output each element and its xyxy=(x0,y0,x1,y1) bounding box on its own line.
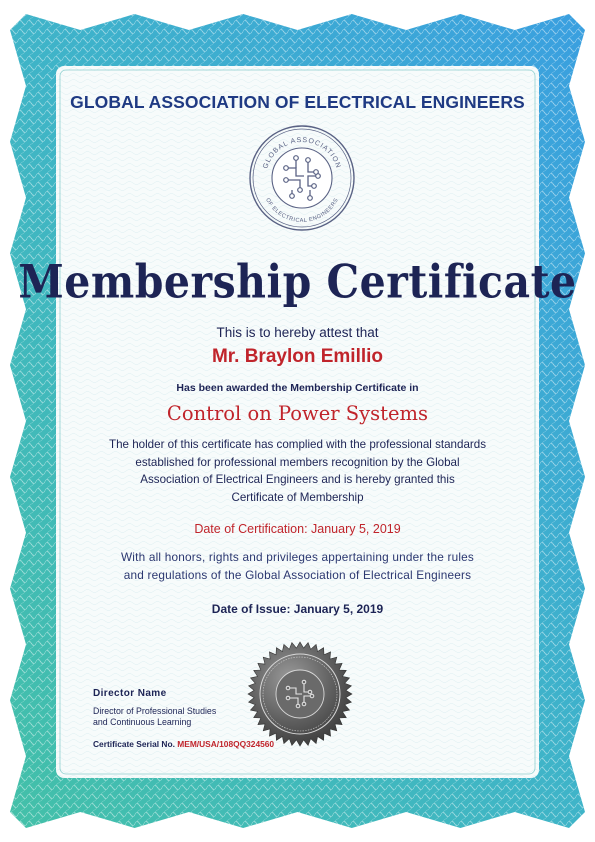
serial-value: MEM/USA/108QQ324560 xyxy=(177,739,275,749)
honors-text xyxy=(0,549,595,584)
serial-label: Certificate Serial No. xyxy=(93,739,175,749)
program-name: Control on Power Systems xyxy=(166,402,429,425)
certificate-body xyxy=(0,436,595,506)
director-name: Director Name xyxy=(93,688,167,699)
body-line: Certificate of Membership xyxy=(231,490,364,504)
director-title xyxy=(93,706,216,728)
certificate-title: Membership Certificate xyxy=(18,255,577,309)
director-title-line: and Continuous Learning xyxy=(93,717,192,727)
body-line: The holder of this certificate has complied with the professional standards xyxy=(109,438,486,451)
awarded-text: Has been awarded the Membership Certificate in xyxy=(176,382,419,394)
body-line: established for professional members recognition by the Global xyxy=(135,455,460,469)
honors-line: With all honors, rights and privileges appertaining under the rules xyxy=(120,550,475,564)
director-title-line: Director of Professional Studies xyxy=(93,706,217,716)
attest-text: This is to hereby attest that xyxy=(216,325,379,340)
honors-line: and regulations of the Global Association of Electrical Engineers xyxy=(123,567,472,582)
issue-date: Date of Issue: January 5, 2019 xyxy=(211,602,384,616)
official-seal-icon xyxy=(246,640,354,748)
organization-name: GLOBAL ASSOCIATION OF ELECTRICAL ENGINEERS xyxy=(70,92,525,112)
recipient-name: Mr. Braylon Emillio xyxy=(211,346,384,367)
association-emblem-icon xyxy=(248,124,356,232)
certification-date: Date of Certification: January 5, 2019 xyxy=(194,522,401,536)
emblem-bottom-text: OF ELECTRICAL ENGINEERS xyxy=(264,197,340,225)
body-line: Association of Electrical Engineers and is hereby granted this xyxy=(140,473,455,486)
emblem-top-text: GLOBAL ASSOCIATION xyxy=(262,136,342,170)
